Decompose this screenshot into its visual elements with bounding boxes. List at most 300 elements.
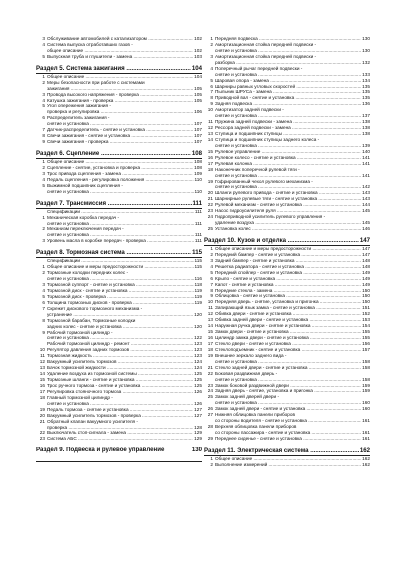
toc-entry-page: 126 <box>194 400 202 406</box>
toc-entry-title: Запирающий язык замка - снятие и установка ..... <box>215 305 370 311</box>
toc-entry-page: 154 <box>362 323 370 329</box>
toc-entry-title: Обратный клапан вакуумного усилителя - <box>47 418 138 424</box>
toc-entry-page: 108 <box>194 164 202 170</box>
toc-entry-title: снятие и установка ..... <box>47 335 202 341</box>
toc-entry-page: 115 <box>194 264 202 270</box>
toc-entry-title: снятие и установка ..... <box>47 121 202 127</box>
toc-entry-page: 127 <box>194 412 202 418</box>
toc-entry-number: 17 <box>39 388 45 394</box>
toc-entry-title: Регулятор давления задних тормозов ..... <box>47 347 202 353</box>
toc-entry-title: Толщина тормозных дисков - проверка ..... <box>47 300 202 306</box>
section-heading <box>204 447 370 456</box>
toc-entry-title: Тормозной диск - проверка ..... <box>47 294 202 300</box>
toc-entry-title: Амортизационная стойка передней подвески - <box>215 41 317 47</box>
toc-entry-page: 129 <box>194 430 202 436</box>
toc-entry-number: 1 <box>42 73 45 79</box>
section-heading <box>36 200 202 209</box>
toc-entry-title: Трос ручного тормоза - снятие и установка ..... <box>47 383 202 389</box>
toc-entry-number: 21 <box>207 196 213 202</box>
toc-entry-page: 138 <box>362 119 370 125</box>
toc-entry-number: 2 <box>42 164 45 170</box>
toc-entry-number: 26 <box>207 406 213 412</box>
section-heading-title: Раздел 11. Электрическая система ..... <box>204 447 370 455</box>
toc-entry-page: 148 <box>362 257 370 263</box>
toc-entry-page: 108 <box>194 159 202 164</box>
toc-entry-number: 11 <box>208 305 213 311</box>
toc-entry-title: снятие и установка ..... <box>47 189 202 195</box>
toc-entry-title: проверка ..... <box>47 425 202 431</box>
toc-entry-title: Передняя подвеска ..... <box>215 36 370 42</box>
toc-entry-title: Ступица и подшипник ступицы ..... <box>215 131 370 137</box>
toc-entry-page: 104 <box>194 73 202 79</box>
toc-entry-page: 158 <box>362 364 370 370</box>
toc-entry-page: 132 <box>362 59 370 65</box>
toc-entry-title: Механизм переключения передач - <box>47 226 124 232</box>
toc-entry-number: 15 <box>207 329 213 335</box>
toc-entry-number: 1 <box>42 264 45 270</box>
toc-entry-number: 7 <box>210 89 213 95</box>
toc-entry-title: Передняя дверь - снятие, установка и пригонка ..... <box>215 299 370 305</box>
toc-entry-number: 2 <box>42 270 45 276</box>
toc-entry-title: снятие и установка ..... <box>215 400 370 406</box>
toc-entry-number: 22 <box>207 370 213 376</box>
toc-entry-title: Главный тормозной цилиндр - <box>47 394 113 400</box>
toc-entry-title: Шарниры равных угловых скоростей ..... <box>215 84 370 90</box>
toc-entry-title: Спецификации ..... <box>47 258 202 264</box>
spacer <box>36 244 202 247</box>
toc-entry-page: 139 <box>362 142 370 148</box>
toc-entry-number: 10 <box>207 107 213 113</box>
toc-entry-page: 130 <box>362 36 370 41</box>
toc-entry-page: 150 <box>362 287 370 293</box>
toc-entry-number: 8 <box>42 133 45 139</box>
toc-entry-number: 8 <box>42 317 45 323</box>
spacer <box>36 442 202 445</box>
toc-entry-page: 125 <box>194 377 202 382</box>
toc-entry-title: Замок боковой раздвижной двери ..... <box>215 383 370 389</box>
toc-entry-page: 159 <box>362 388 370 394</box>
toc-entry-title: Рабочий тормозной цилиндр - <box>47 329 113 335</box>
toc-entry-number: 19 <box>39 406 45 412</box>
toc-entry-number: 13 <box>207 131 213 136</box>
toc-entry-title: Приводной вал - снятие и установка ..... <box>215 95 370 101</box>
toc-entry-title: Рулевой механизм - снятие и установка ..... <box>215 202 370 208</box>
toc-entry-title: Меры безопасности при работе с системами <box>47 79 145 85</box>
toc-entry-title: Общее описание ..... <box>215 456 370 462</box>
toc-entry-title: Гидроприводной усилитель рулевого управления - <box>215 214 326 220</box>
toc-entry-number: 16 <box>207 154 213 160</box>
toc-right-column <box>204 36 370 468</box>
toc-entry-page: 109 <box>194 170 202 176</box>
toc-entry-number: 22 <box>39 430 45 436</box>
toc-entry-number: 17 <box>207 160 213 166</box>
toc-entry-page: 161 <box>362 418 370 424</box>
toc-entry-title: Облицовка - снятие и установка ..... <box>215 293 370 299</box>
toc-entry-page: 107 <box>194 133 202 139</box>
toc-entry-title: Удаление воздуха из тормозной системы ..... <box>47 371 202 377</box>
toc-entry-title: Трос привода сцепления - замена ..... <box>47 171 202 177</box>
toc-entry-number: 3 <box>42 282 45 287</box>
toc-entry <box>36 238 202 244</box>
toc-entry-number: 2 <box>42 79 45 85</box>
section-heading-title: Раздел 7. Трансмиссия ..... <box>36 200 202 208</box>
toc-entry-number: 1 <box>210 455 213 461</box>
toc-entry-title: Задняя подвеска ..... <box>215 101 370 107</box>
toc-entry-page: 120 <box>194 323 202 329</box>
toc-entry-title: задних колес - снятие и установка ..... <box>47 324 202 330</box>
toc-entry-number: 23 <box>207 208 213 214</box>
toc-entry-title: Система выпуска отработавших газов - <box>47 41 133 47</box>
toc-entry-page: 148 <box>362 263 370 269</box>
toc-entry-title: снятие и установка ..... <box>47 232 202 238</box>
toc-entry-page: 158 <box>362 358 370 364</box>
toc-entry-title: Регулировка стояночного тормоза ..... <box>47 389 202 395</box>
toc-entry-number: 1 <box>210 36 213 41</box>
toc-entry-page: 120 <box>194 311 202 317</box>
toc-entry-number: 22 <box>207 202 213 208</box>
toc-entry-number: 5 <box>42 182 45 188</box>
toc-entry-title: Стекло двери - снятие и установка ..... <box>215 341 370 347</box>
toc-entry-title: Выключатель стоп-сигнала - замена ..... <box>47 430 202 436</box>
section-heading-page: 147 <box>359 236 370 244</box>
toc-entry-title: снятие и установка ..... <box>47 276 202 282</box>
toc-entry-page: 122 <box>194 335 202 341</box>
toc-entry-title: Тормозной диск - снятие и установка ..... <box>47 288 202 294</box>
toc-entry-title: Датчик-распределитель - снятие и установка ..... <box>47 127 202 133</box>
section-heading <box>36 65 202 74</box>
toc-entry-page: 125 <box>194 371 202 377</box>
toc-entry-number: 20 <box>39 412 45 418</box>
toc-entry-title: Насос гидроусилителя руля ..... <box>215 208 370 214</box>
toc-entry-title: Рессора задней подвески - замена ..... <box>215 125 370 131</box>
toc-entry-page: 111 <box>194 220 202 226</box>
toc-entry-number: 15 <box>207 148 213 154</box>
toc-entry-number: 4 <box>42 176 45 182</box>
toc-entry-title: Пыльник ШРУСа - замена ..... <box>215 89 370 95</box>
toc-entry-page: 115 <box>194 258 202 264</box>
toc-entry-title: разборка ..... <box>215 60 370 66</box>
toc-entry-title: Обивка задней двери - снятие и установка ..... <box>215 317 370 323</box>
toc-entry-number: 1 <box>42 214 45 220</box>
toc-entry-title: снятие и установка ..... <box>215 143 370 149</box>
toc-entry-page: 146 <box>362 226 370 231</box>
toc-entry-title: Решетка радиатора - снятие и установка ..... <box>215 264 370 270</box>
toc-entry-page: 110 <box>194 176 202 182</box>
section-heading <box>36 447 202 462</box>
toc-entry-number: 8 <box>210 287 213 293</box>
toc-entry-title: Шаровая опора - замена ..... <box>215 78 370 84</box>
toc-entry-number: 9 <box>210 101 213 107</box>
toc-entry-page: 161 <box>362 435 370 441</box>
toc-entry-number: 23 <box>207 382 213 388</box>
toc-entry-page: 141 <box>362 172 370 178</box>
toc-entry-number: 6 <box>210 83 213 89</box>
section-heading-page: 115 <box>192 249 202 257</box>
toc-entry-title: снятие и установка ..... <box>47 221 202 227</box>
toc-entry <box>36 189 202 195</box>
toc-entry-number: 3 <box>42 36 45 41</box>
toc-entry-page: 135 <box>362 95 370 101</box>
toc-entry-number: 25 <box>207 226 213 231</box>
section-heading-title: Раздел 9. Подвеска и рулевое управление <box>36 447 165 454</box>
toc-entry-page: 155 <box>362 335 370 340</box>
toc-entry-page: 149 <box>362 275 370 281</box>
toc-entry-number: 24 <box>207 214 213 220</box>
toc-entry-number: 12 <box>207 311 213 317</box>
toc-entry-title: Задний бампер - снятие и установка ..... <box>215 258 370 264</box>
toc-entry-title: Вакуумный усилитель тормозов ..... <box>47 359 202 365</box>
toc-entry-number: 18 <box>207 346 213 352</box>
toc-entry-title: Пружина задней подвески - замена ..... <box>215 119 370 125</box>
toc-entry-page: 161 <box>362 430 370 435</box>
toc-entry-number: 7 <box>42 305 45 311</box>
toc-entry-title: Замок задней дверей двери - <box>215 394 280 400</box>
toc-entry-page: 147 <box>362 245 370 251</box>
toc-entry-page: 123 <box>194 347 202 353</box>
section-heading-page: 111 <box>192 199 202 207</box>
toc-entry-title: Шланги рулевого привода - снятие и установка ..... <box>215 190 370 196</box>
toc-entry-number: 11 <box>40 353 45 359</box>
toc-entry-title: Рулевое управление ..... <box>215 149 370 155</box>
toc-entry-title: Скрежет дискового тормозного механизма - <box>47 305 143 311</box>
toc-entry-page: 162 <box>362 461 370 467</box>
toc-entry-title: Крыло - снятие и установка ..... <box>215 276 370 282</box>
toc-entry-title: Выполнение измерений ..... <box>215 462 370 468</box>
toc-entry-title: Передний бампер - снятие и установка ..... <box>215 252 370 258</box>
toc-entry-page: 103 <box>194 53 202 59</box>
toc-entry-number: 27 <box>207 412 213 418</box>
toc-entry-title: Провода высокого напряжения - проверка ..... <box>47 92 202 98</box>
spacer <box>204 442 370 445</box>
toc-entry-page: 141 <box>362 160 370 166</box>
toc-entry-number: 25 <box>207 394 213 400</box>
toc-entry-page: 124 <box>194 365 202 371</box>
toc-entry-title: Цилиндр замка двери - снятие и установка ..... <box>215 335 370 341</box>
toc-entry-number: 12 <box>207 125 213 131</box>
toc-entry-title: Тормозная жидкость ..... <box>47 353 202 359</box>
toc-entry-title: Тормозные шланги - снятие и установка ..... <box>47 377 202 383</box>
toc-entry-title: Тормозные колодки передних колес - <box>47 270 129 276</box>
toc-entry-number: 17 <box>207 340 213 346</box>
toc-entry-page: 135 <box>362 89 370 95</box>
toc-entry-page: 106 <box>194 109 202 115</box>
toc-entry-number: 8 <box>210 95 213 101</box>
toc-entry-number: 10 <box>39 347 45 353</box>
toc-entry-page: 140 <box>362 148 370 154</box>
toc-entry-number: 12 <box>39 359 45 365</box>
toc-entry-number: 23 <box>39 436 45 442</box>
toc-entry-title: Капот - снятие и установка ..... <box>215 282 370 288</box>
toc-entry-title: удаление воздуха ..... <box>215 220 370 226</box>
toc-entry <box>36 54 202 60</box>
toc-entry-number: 5 <box>42 53 45 59</box>
toc-entry-page: 128 <box>194 424 202 430</box>
toc-entry-page: 151 <box>362 305 370 311</box>
toc-entry-number: 9 <box>42 139 45 145</box>
toc-entry-page: 105 <box>194 85 202 91</box>
toc-entry-page: 110 <box>194 188 202 194</box>
toc-entry-number: 1 <box>42 159 45 164</box>
toc-entry-page: 119 <box>194 299 202 305</box>
toc-entry-number: 3 <box>42 170 45 176</box>
toc-entry-number: 3 <box>42 238 45 244</box>
toc-entry-page: 102 <box>194 36 202 41</box>
toc-entry-title: Обслуживание автомобилей с катализатором ..... <box>47 36 202 42</box>
toc-entry-title: снятие и установка ..... <box>215 377 370 383</box>
toc-entry-page: 160 <box>362 406 370 412</box>
toc-entry-number: 11 <box>208 119 213 125</box>
toc-entry-page: 107 <box>194 127 202 133</box>
toc-entry-page: 107 <box>194 139 202 145</box>
toc-entry-title: Свечи зажигания - снятие и установка ..... <box>47 133 202 139</box>
toc-entry-title: Распределитель зажигания - <box>47 115 110 121</box>
toc-entry-title: Тормозной суппорт - снятие и установка ..... <box>47 282 202 288</box>
toc-entry-page: 107 <box>194 121 202 127</box>
toc-entry-number: 24 <box>207 388 213 394</box>
section-heading-title: Раздел 5. Система зажигания ..... <box>36 65 202 73</box>
toc-entry-number: 14 <box>207 136 213 142</box>
toc-entry-title: Обивка двери - снятие и установка ..... <box>215 311 370 317</box>
toc-entry-title: Выпускная труба и глушители - замена ..... <box>47 54 202 60</box>
spacer <box>36 195 202 198</box>
toc-entry-number: 19 <box>207 352 213 358</box>
section-heading-page: 108 <box>191 150 202 157</box>
toc-entry-title: Тормозной барабан, Тормозные колодки <box>47 317 136 323</box>
toc-entry-page: 150 <box>362 299 370 305</box>
toc-entry-title: со стороны пассажира - снятие и установка ..... <box>215 430 370 436</box>
toc-entry-page: 118 <box>194 282 202 287</box>
toc-entry-number: 3 <box>210 53 213 59</box>
toc-entry-page: 157 <box>362 346 370 352</box>
toc-entry-number: 16 <box>39 382 45 388</box>
toc-entry-page: 111 <box>194 208 202 214</box>
toc-entry-number: 10 <box>207 299 213 305</box>
toc-entry-page: 111 <box>194 232 202 238</box>
toc-entry-title: Уровень масла в коробке передач - проверка ..... <box>47 238 202 244</box>
toc-entry-number: 7 <box>210 281 213 287</box>
toc-entry-number: 3 <box>42 91 45 97</box>
toc-entry-page: 119 <box>194 293 202 299</box>
toc-entry-title: Внешнее зеркало заднего вида - <box>215 352 287 358</box>
toc-entry-page: 130 <box>362 47 370 53</box>
toc-entry-title: проверка и регулировка ..... <box>47 109 202 115</box>
toc-entry-number: 29 <box>207 435 213 441</box>
toc-entry-title: Верхняя облицовка панели приборов <box>215 424 297 430</box>
toc-left-column <box>36 36 202 462</box>
toc-entry-page: 143 <box>362 190 370 196</box>
toc-entry-title: Ступица и подшипник ступицы заднего колеса - <box>215 136 320 142</box>
section-heading-title: Раздел 6. Сцепление ..... <box>36 150 202 158</box>
toc-entry-page: 119 <box>194 287 202 293</box>
toc-entry-page: 144 <box>362 202 370 208</box>
toc-entry-number: 6 <box>42 299 45 305</box>
toc-entry-page: 147 <box>362 251 370 257</box>
toc-entry-number: 4 <box>210 263 213 269</box>
toc-entry-page: 123 <box>194 353 202 359</box>
section-heading <box>36 150 202 159</box>
toc-entry-page: 124 <box>194 359 202 365</box>
toc-entry-title: Стекло задней двери - снятие и установка ..... <box>215 365 370 371</box>
toc-entry-number: 5 <box>210 269 213 275</box>
toc-entry-page: 137 <box>362 113 370 119</box>
toc-entry-page: 105 <box>194 91 202 97</box>
spacer <box>36 145 202 148</box>
toc-entry-page: 153 <box>362 317 370 323</box>
toc-entry-title: Замок двери - снятие и установка ..... <box>215 329 370 335</box>
toc-entry-title: Амортизационная стойка передней подвески - <box>215 53 317 59</box>
toc-entry-title: Общее описание и меры предосторожности ..... <box>215 246 370 252</box>
toc-entry-title: Общее описание и меры предосторожности ..... <box>47 264 202 270</box>
toc-entry-number: 4 <box>42 287 45 293</box>
toc-entry-page: 145 <box>362 208 370 214</box>
toc-entry-number: 5 <box>210 77 213 83</box>
toc-entry-title: Рулевая колонка ..... <box>215 161 370 167</box>
toc-entry-number: 13 <box>39 365 45 371</box>
toc-entry-title: Передний спойлер - снятие и установка ..... <box>215 270 370 276</box>
toc-entry-title: снятие и установка ..... <box>215 359 370 365</box>
toc-entry-title: Амортизатор задней подвески - <box>215 107 284 113</box>
toc-entry-number: 1 <box>210 245 213 251</box>
toc-entry-page: 136 <box>362 101 370 107</box>
toc-entry-title: Стеклоподъемник - снятие и установка ..... <box>215 347 370 353</box>
section-heading-title: Раздел 8. Тормозная система ..... <box>36 249 202 257</box>
toc-entry <box>36 436 202 442</box>
toc-entry-title: Передние стекла - замена ..... <box>215 288 370 294</box>
toc-entry-page: 123 <box>194 341 202 347</box>
toc-entry-title: Механическая коробка передач - <box>47 214 120 220</box>
toc-entry-page: 145 <box>362 220 370 226</box>
toc-entry-number: 9 <box>42 329 45 335</box>
toc-entry-title: Педаль тормоза - снятие и установка ..... <box>47 407 202 413</box>
toc-entry-number: 13 <box>207 317 213 323</box>
toc-entry-number: 21 <box>207 364 213 370</box>
toc-entry-page: 155 <box>362 329 370 335</box>
toc-entry-title: Система АБС ..... <box>47 436 202 442</box>
toc-entry-page: 127 <box>194 406 202 412</box>
toc-entry-page: 142 <box>362 184 370 190</box>
spacer <box>36 60 202 63</box>
toc-entry-page: 162 <box>362 455 370 461</box>
toc-entry-page: 160 <box>362 400 370 406</box>
toc-entry-page: 125 <box>194 382 202 388</box>
toc-entry-title: Замок задней двери - снятие и установка ..... <box>215 406 370 412</box>
toc-entry-title: Установка колес ..... <box>215 226 370 232</box>
toc-entry-title: Катушка зажигания - проверка ..... <box>47 98 202 104</box>
spacer <box>204 232 370 235</box>
toc-entry-page: 102 <box>194 47 202 53</box>
section-heading <box>36 249 202 258</box>
toc-entry-number: 6 <box>210 275 213 281</box>
toc-entry-title: снятие и установка ..... <box>215 184 370 190</box>
toc-entry-number: 5 <box>42 293 45 299</box>
toc-entry-page: 105 <box>194 97 202 103</box>
toc-entry <box>204 462 370 468</box>
toc-entry-title: Рабочий тормозной цилиндр - ремонт ..... <box>47 341 202 347</box>
toc-entry-title: снятие и установка ..... <box>215 72 370 78</box>
toc-entry-number: 14 <box>39 371 45 377</box>
toc-entry-title: Сцепление - снятие, установка и проверка ..... <box>47 165 202 171</box>
toc-entry-number: 2 <box>42 226 45 232</box>
toc-entry-title: снятие и установка ..... <box>215 113 370 119</box>
toc-entry-number: 2 <box>210 461 213 467</box>
toc-entry-title: Вакуумный усилитель тормозов - проверка ..... <box>47 413 202 419</box>
toc-entry-title: Выжимной подшипник сцепления - <box>47 182 123 188</box>
toc-entry-page: 111 <box>194 238 202 244</box>
toc-entry-number: 4 <box>210 65 213 71</box>
toc-entry-title: Педаль сцепления - регулировка положения ..... <box>47 177 202 183</box>
toc-entry-title: со стороны водителя - снятие и установка ..... <box>215 418 370 424</box>
toc-entry-page: 149 <box>362 269 370 275</box>
